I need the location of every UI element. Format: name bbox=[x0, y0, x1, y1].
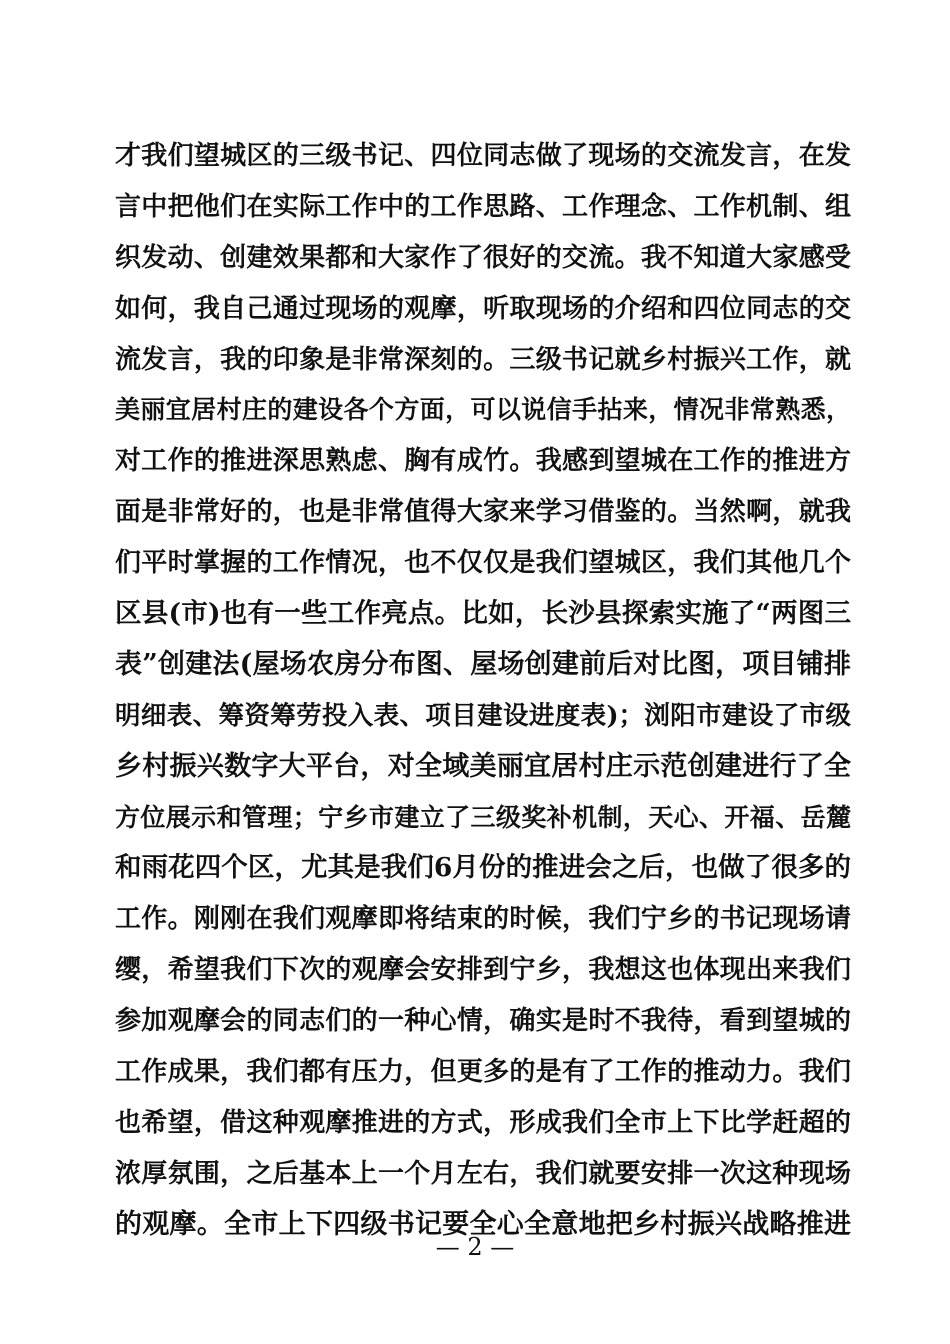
text-line: 明细表、筹资筹劳投入表、项目建设进度表)；浏阳市建设了市级 bbox=[115, 700, 851, 731]
text-line: 面是非常好的，也是非常值得大家来学习借鉴的。当然啊，就我 bbox=[115, 497, 851, 528]
text-line: 工作成果，我们都有压力，但更多的是有了工作的推动力。我们 bbox=[115, 1057, 851, 1088]
text-line: 才我们望城区的三级书记、四位同志做了现场的交流发言，在发 bbox=[115, 141, 851, 171]
text-line: 缨，希望我们下次的观摩会安排到宁乡，我想这也体现出来我们 bbox=[115, 955, 851, 986]
text-line: 区县(市)也有一些工作亮点。比如，长沙县探索实施了“两图三 bbox=[115, 598, 851, 630]
text-line: 和雨花四个区，尤其是我们6月份的推进会之后，也做了很多的 bbox=[115, 852, 851, 884]
text-line: 工作。刚刚在我们观摩即将结束的时候，我们宁乡的书记现场请 bbox=[115, 904, 851, 935]
text-line: 参加观摩会的同志们的一种心情，确实是时不我待，看到望城的 bbox=[115, 1006, 851, 1037]
text-line: 流发言，我的印象是非常深刻的。三级书记就乡村振兴工作，就 bbox=[115, 344, 851, 375]
text-line: 美丽宜居村庄的建设各个方面，可以说信手拈来，情况非常熟悉， bbox=[115, 395, 851, 425]
text-line: 的观摩。全市上下四级书记要全心全意地把乡村振兴战略推进 bbox=[115, 1208, 851, 1240]
text-line: 方位展示和管理；宁乡市建立了三级奖补机制，天心、开福、岳麓 bbox=[115, 802, 851, 832]
text-line: 织发动、创建效果都和大家作了很好的交流。我不知道大家感受 bbox=[115, 242, 851, 273]
text-line: 们平时掌握的工作情况，也不仅仅是我们望城区，我们其他几个 bbox=[115, 548, 851, 579]
text-line: 也希望，借这种观摩推进的方式，形成我们全市上下比学赶超的 bbox=[115, 1107, 851, 1138]
text-line: 表”创建法(屋场农房分布图、屋场创建前后对比图，项目铺排 bbox=[115, 648, 851, 680]
text-line: 浓厚氛围，之后基本上一个月左右，我们就要安排一次这种现场 bbox=[115, 1158, 851, 1189]
text-line: 如何，我自己通过现场的观摩，听取现场的介绍和四位同志的交 bbox=[115, 293, 851, 324]
body-text bbox=[115, 131, 851, 1251]
text-line: 言中把他们在实际工作中的工作思路、工作理念、工作机制、组 bbox=[115, 191, 851, 222]
page-number: — 2 — bbox=[435, 1233, 515, 1261]
text-line: 对工作的推进深思熟虑、胸有成竹。我感到望城在工作的推进方 bbox=[115, 446, 851, 477]
text-line: 乡村振兴数字大平台，对全域美丽宜居村庄示范创建进行了全 bbox=[115, 750, 851, 782]
